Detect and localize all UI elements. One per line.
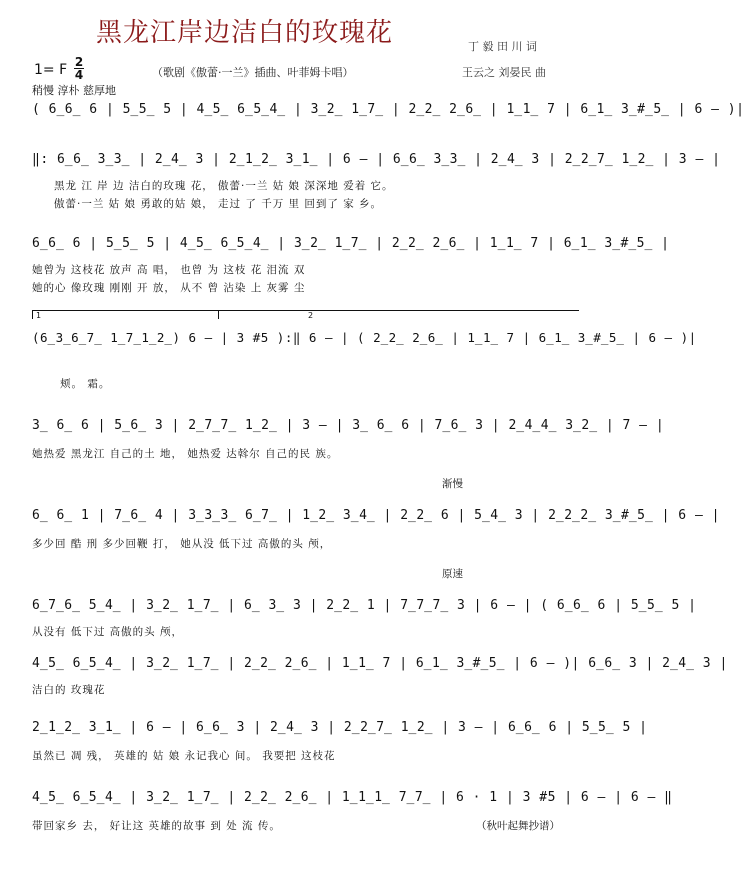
lyric-line-6: 多少回 酷 刑 多少回鞭 打， 她从没 低下过 高傲的头 颅，: [32, 538, 332, 550]
lyric-line-10: 带回家乡 去， 好让这 英雄的故事 到 处 流 传。: [32, 820, 281, 832]
time-signature-bottom: 4: [74, 68, 84, 82]
lyric-line-3-verse-1: 她曾为 这枝花 放声 高 唱， 也曾 为 这枝 花 泪流 双: [32, 264, 306, 276]
notation-line-10: 4̲5̲ 6̲5̲4̲ | 3̲2̲ 1̲7̲ | 2̲2̲ 2̲6̲ | 1̲1̲1̲ 7̲7̲ | 6 · 1 | 3 #5 | 6 – | 6 – ‖: [32, 790, 673, 805]
lyric-line-2-verse-2: 傲蕾·一兰 姑 娘 勇敢的姑 娘， 走过 了 千万 里 回到了 家 乡。: [54, 198, 383, 210]
lyric-line-4: 颊。 霜。: [60, 378, 111, 390]
lyric-line-8: 洁白的 玫瑰花: [32, 684, 106, 696]
notation-line-4: (6̲3̲6̲7̲ 1̲7̲1̲2̲) 6 – | 3 #5 ):‖ 6 – | ( 2̲2̲ 2̲6̲ | 1̲1̲ 7 | 6̲1̲ 3̲#̲5̲ | 6 – )|: [32, 330, 697, 345]
notation-line-1: ( 6̲6̲ 6 | 5̲5̲ 5 | 4̲5̲ 6̲5̲4̲ | 3̲2̲ 1̲7̲ | 2̲2̲ 2̲6̲ | 1̲1̲ 7 | 6̲1̲ 3̲#̲5̲ | 6 – )|: [32, 102, 744, 117]
notation-line-5: 3̲ 6̲ 6 | 5̲6̲ 3 | 2̲7̲7̲ 1̲2̲ | 3 – | 3̲ 6̲ 6 | 7̲6̲ 3 | 2̲4̲4̲ 3̲2̲ | 7 – |: [32, 418, 665, 433]
notation-line-8: 4̲5̲ 6̲5̲4̲ | 3̲2̲ 1̲7̲ | 2̲2̲ 2̲6̲ | 1̲1̲ 7 | 6̲1̲ 3̲#̲5̲ | 6 – )| 6̲6̲ 3 | 2̲4̲ 3 |: [32, 656, 728, 671]
time-signature-top: 2: [74, 55, 84, 69]
lyric-line-3-verse-2: 她的心 像玫瑰 刚刚 开 放， 从不 曾 沾染 上 灰雾 尘: [32, 282, 306, 294]
lyricist-credit: 丁 毅 田 川 词: [468, 40, 537, 53]
key-signature: 1= F: [34, 62, 68, 78]
lyric-line-5: 她热爱 黑龙江 自己的土 地， 她热爱 达斡尔 自己的民 族。: [32, 448, 339, 460]
first-ending-label: 1: [36, 311, 42, 320]
second-ending-label: 2: [308, 311, 314, 320]
notation-line-6: 6̲ 6̲ 1 | 7̲6̲ 4 | 3̲3̲3̲ 6̲7̲ | 1̲2̲ 3̲4̲ | 2̲2̲ 6 | 5̲4̲ 3 | 2̲2̲2̲ 3̲#̲5̲ | 6 – |: [32, 508, 720, 523]
original-tempo-mark: 原速: [442, 568, 463, 580]
notation-line-3: 6̲6̲ 6 | 5̲5̲ 5 | 4̲5̲ 6̲5̲4̲ | 3̲2̲ 1̲7̲ | 2̲2̲ 2̲6̲ | 1̲1̲ 7 | 6̲1̲ 3̲#̲5̲ |: [32, 236, 670, 251]
gradual-slow-mark: 渐慢: [442, 478, 463, 490]
song-subtitle: （歌剧《傲蕾·一兰》插曲、叶菲姆卡唱）: [152, 66, 354, 79]
transcriber-credit: （秋叶起舞抄谱）: [476, 820, 560, 832]
first-ending-bracket: [32, 310, 219, 319]
composer-credit: 王云之 刘晏民 曲: [462, 66, 546, 79]
lyric-line-7: 从没有 低下过 高傲的头 颅，: [32, 626, 184, 638]
time-signature: [74, 56, 84, 81]
notation-line-7: 6̲7̲6̲ 5̲4̲ | 3̲2̲ 1̲7̲ | 6̲ 3̲ 3 | 2̲2̲ 1 | 7̲7̲7̲ 3 | 6 – | ( 6̲6̲ 6 | 5̲5̲ 5 |: [32, 598, 697, 613]
lyric-line-2-verse-1: 黑龙 江 岸 边 洁白的玫瑰 花， 傲蕾·一兰 姑 娘 深深地 爱着 它。: [54, 180, 394, 192]
tempo-marking: 稍慢 淳朴 慈厚地: [32, 84, 116, 97]
second-ending-bracket: [218, 310, 579, 319]
song-title: 黑龙江岸边洁白的玫瑰花: [96, 18, 394, 48]
notation-line-2: ‖: 6̲6̲ 3̲3̲ | 2̲4̲ 3 | 2̲1̲2̲ 3̲1̲ | 6 – | 6̲6̲ 3̲3̲ | 2̲4̲ 3 | 2̲2̲7̲ 1̲2̲ | 3 – |: [32, 152, 721, 167]
notation-line-9: 2̲1̲2̲ 3̲1̲ | 6 – | 6̲6̲ 3 | 2̲4̲ 3 | 2̲2̲7̲ 1̲2̲ | 3 – | 6̲6̲ 6 | 5̲5̲ 5 |: [32, 720, 648, 735]
lyric-line-9: 虽然已 凋 残， 英雄的 姑 娘 永记我心 间。 我要把 这枝花: [32, 750, 336, 762]
